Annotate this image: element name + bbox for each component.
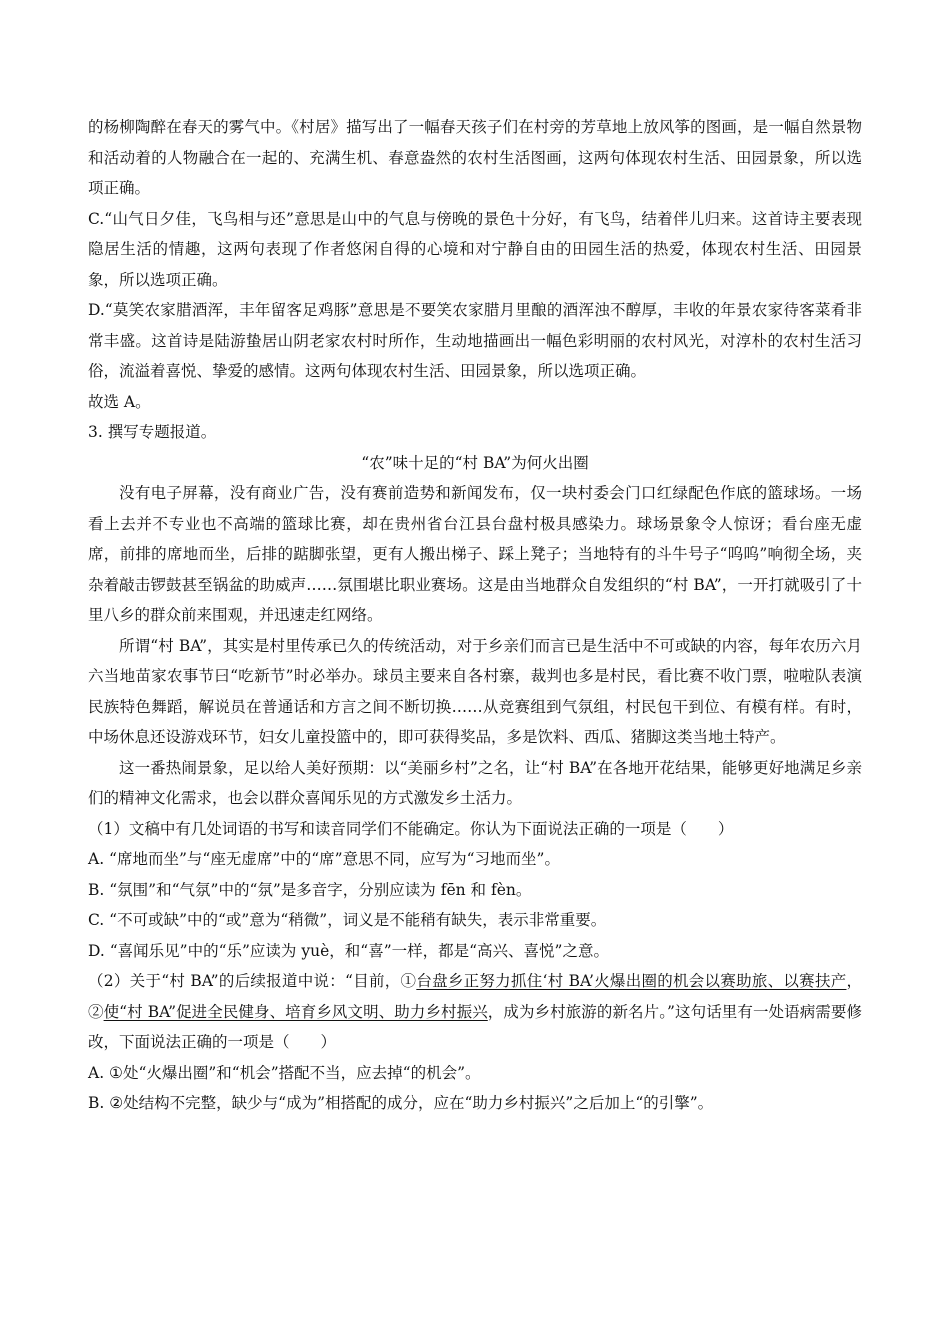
sub-question-1-option-a: A. “席地而坐”与“座无虚席”中的“席”意思不同，应写为“习地而坐”。 bbox=[88, 850, 560, 868]
sub-question-2-suffix: ，成为乡村旅游的新名片。”这句话里有一处语病需要修改，下面说法正确的一项是（ ） bbox=[88, 1002, 862, 1051]
sub-question-2-prefix: （2）关于“村 BA”的后续报道中说：“目前，① bbox=[88, 972, 417, 990]
article-paragraph-2: 所谓“村 BA”，其实是村里传承已久的传统活动，对于乡亲们而言已是生活中不可或缺的内容，每年农历六月六当地苗家农事节曰“吃新节”时必举办。球员主要来自各村寨，裁判也多是村民，看比赛不收门票，啦啦队表演民族特色舞蹈，解说员在普通话和方言之间不断切换……从竞赛组到气氛组，村民包干到位、有模有样。有时，中场休息还设游戏环节，妇女儿童投篮中的，即可获得奖品，多是饮料、西瓜、猪脚这类当地土特产。 bbox=[88, 636, 862, 746]
underlined-sentence-2: 使“村 BA”促进全民健身、培育乡风文明、助力乡村振兴 bbox=[103, 1002, 488, 1021]
analysis-option-c: C.“山气日夕佳，飞鸟相与还”意思是山中的气息与傍晚的景色十分好，有飞鸟，结着伴儿归来。这首诗主要表现隐居生活的情趣，这两句表现了作者悠闲自得的心境和对宁静自由的田园生活的热爱，体现农村生活、田园景象，所以选项正确。 bbox=[88, 209, 862, 289]
sub-question-1: （1）文稿中有几处词语的书写和读音同学们不能确定。你认为下面说法正确的一项是（ ） bbox=[88, 819, 734, 838]
article-title: “农”味十足的“村 BA”为何火出圈 bbox=[361, 453, 589, 472]
question-3-heading: 3. 撰写专题报道。 bbox=[88, 423, 217, 441]
sub-question-1-option-b: B. “氛围”和“气氛”中的“氛”是多音字，分别应读为 fēn 和 fèn。 bbox=[88, 880, 532, 899]
document-page bbox=[88, 112, 862, 1119]
answer-line: 故选 A。 bbox=[88, 392, 151, 411]
analysis-b-continued: 的杨柳陶醉在春天的雾气中。《村居》描写出了一幅春天孩子们在村旁的芳草地上放风筝的图画，是一幅自然景物和活动着的人物融合在一起的、充满生机、春意盎然的农村生活图画，这两句体现农村生活、田园景象，所以选项正确。 bbox=[88, 118, 862, 197]
analysis-option-d: D.“莫笑农家腊酒浑，丰年留客足鸡豚”意思是不要笑农家腊月里酿的酒浑浊不醇厚，丰收的年景农家待客菜肴非常丰盛。这首诗是陆游蛰居山阴老家农村时所作，生动地描画出一幅色彩明丽的农村风光，对淳朴的农村生活习俗，流溢着喜悦、挚爱的感情。这两句体现农村生活、田园景象，所以选项正确。 bbox=[88, 301, 862, 380]
underlined-sentence-1: 台盘乡正努力抓住‘村 BA’火爆出圈的机会以赛助旅、以赛扶产 bbox=[416, 972, 847, 990]
sub-question-1-option-d: D. “喜闻乐见”中的“乐”应读为 yuè，和“喜”一样，都是“高兴、喜悦”之意。 bbox=[88, 941, 609, 960]
article-paragraph-1: 没有电子屏幕，没有商业广告，没有赛前造势和新闻发布，仅一块村委会门口红绿配色作底的篮球场。一场看上去并不专业也不高端的篮球比赛，却在贵州省台江县台盘村极具感染力。球场景象令人惊讶；看台座无虚席，前排的席地而坐，后排的踮脚张望，更有人搬出梯子、踩上凳子；当地特有的斗牛号子“呜呜”响彻全场，夹杂着敲击锣鼓甚至锅盆的助威声……氛围堪比职业赛场。这是由当地群众自发组织的“村 BA”，一开打就吸引了十里八乡的群众前来围观，并迅速走红网络。 bbox=[88, 484, 862, 624]
sub-question-2-option-a: A. ①处“火爆出圈”和“机会”搭配不当，应去掉“的机会”。 bbox=[88, 1063, 481, 1082]
sub-question-2 bbox=[88, 966, 862, 1058]
sub-question-1-option-c: C. “不可或缺”中的“或”意为“稍微”，词义是不能稍有缺失，表示非常重要。 bbox=[88, 911, 607, 929]
sub-question-2-option-b: B. ②处结构不完整，缺少与“成为”相搭配的成分，应在“助力乡村振兴”之后加上“的引擎”。 bbox=[88, 1094, 714, 1112]
sub-question-2-mid: ，② bbox=[88, 972, 863, 1021]
article-paragraph-3: 这一番热闹景象，足以给人美好预期：以“美丽乡村”之名，让“村 BA”在各地开花结果，能够更好地满足乡亲们的精神文化需求，也会以群众喜闻乐见的方式激发乡土活力。 bbox=[88, 758, 862, 807]
